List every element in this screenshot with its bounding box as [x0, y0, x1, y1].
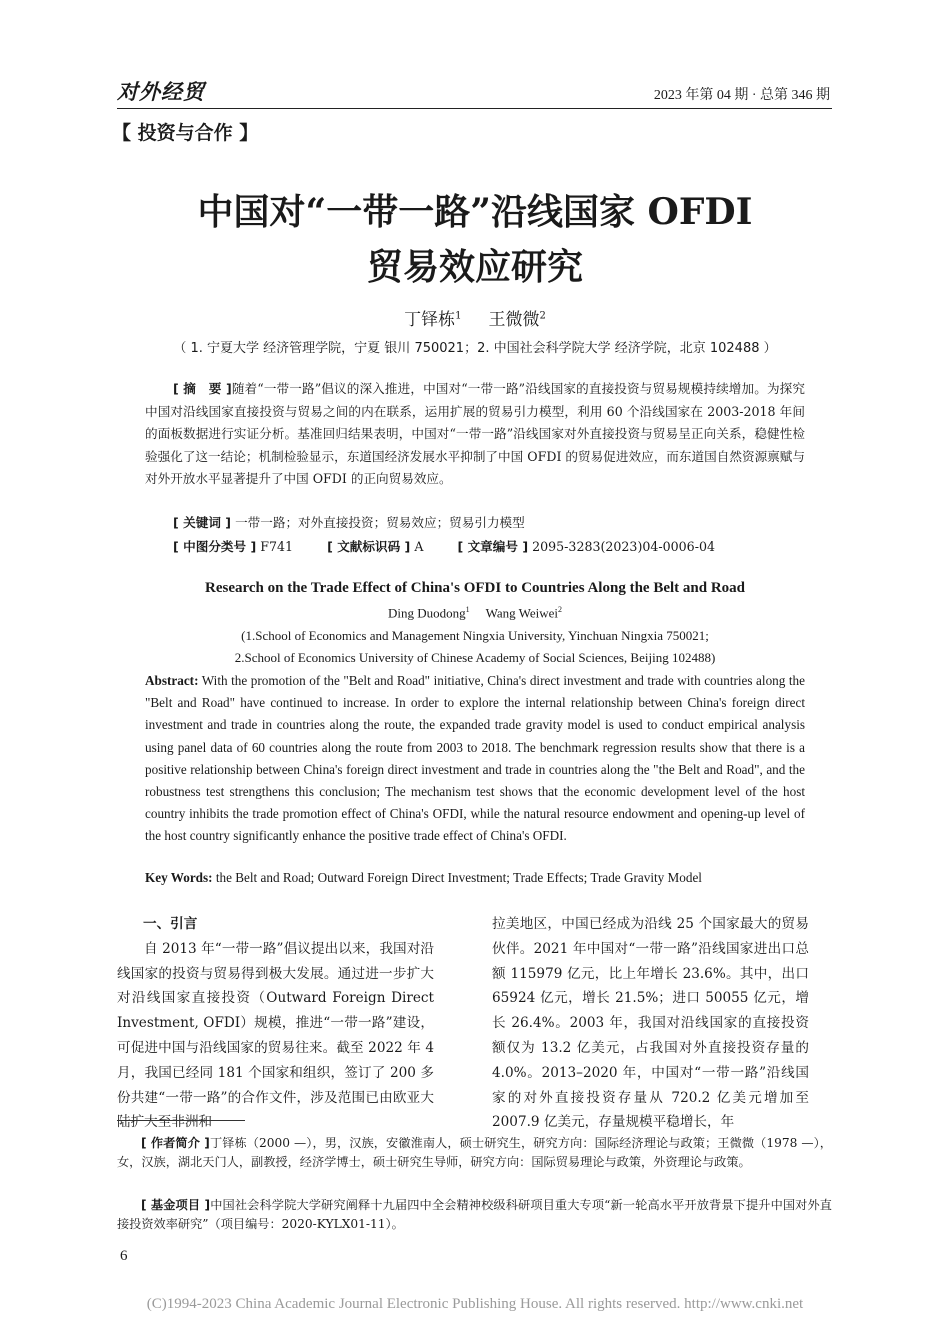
body-paragraph-left: 自 2013 年“一带一路”倡议提出以来，我国对沿线国家的投资与贸易得到极大发展。通过进一步扩大对沿线国家直接投资（Outward Foreign Direct Investment, OFDI）规模，推进“一带一路”建设，可促进中国与沿线国家的贸易往来。截至 2022 年 4 月，我国已经同 181 个国家和组织，签订了 200 多份共建“一带一路”的合作文件，涉及范围已由欧亚大陆扩大至非洲和 [117, 940, 434, 1131]
author-2-sup: 2 [539, 310, 546, 322]
footnote-fund-label: [ 基金项目 ] [141, 1198, 211, 1212]
journal-logo: 对外经贸 [117, 79, 205, 104]
page-number: 6 [120, 1248, 128, 1264]
clc-value: F741 [260, 539, 294, 554]
author-1: 丁铎栋 [404, 310, 456, 330]
section-tag: 【 投资与合作 】 [112, 122, 259, 144]
author-2: 王微微 [488, 310, 540, 330]
keywords-zh-label: [ 关键词 ] [173, 515, 232, 530]
body-paragraph-right: 拉美地区，中国已经成为沿线 25 个国家最大的贸易伙伴。2021 年中国对“一带一路”沿线国家进出口总额 115979 亿元，比上年增长 23.6%。其中，出口 65924 亿元，增长 21.5%；进口 50055 亿元，增长 26.4%。2003 年，我国对沿线国家的直接投资额仅为 13.2 亿美元，占我国对外直接投资存量的 4.0%。2013–2020 年，中国对“一带一路”沿线国家的对外直接投资存量从 720.2 亿美元增加至 2007.9 亿美元，存量规模平稳增长，年 [492, 916, 809, 1131]
footnote-rule [117, 1120, 245, 1121]
english-author-2: Wang Weiwei [485, 605, 559, 621]
english-author-1: Ding Duodong [387, 605, 466, 621]
footnote-fund [117, 1196, 832, 1234]
keywords-zh-text: 一带一路；对外直接投资；贸易效应；贸易引力模型 [235, 515, 525, 530]
header-rule [117, 108, 832, 109]
affiliation: （ 1. 宁夏大学 经济管理学院，宁夏 银川 750021；2. 中国社会科学院大学 经济学院，北京 102488 ） [173, 341, 777, 356]
footnote-author-info [117, 1134, 832, 1172]
abstract-zh-label: [ 摘 要 ] [173, 381, 232, 396]
article-no-label: [ 文章编号 ] [457, 539, 529, 554]
issue-info: 2023 年第 04 期 · 总第 346 期 [653, 88, 830, 103]
english-author-2-sup: 2 [558, 605, 563, 614]
body-column-right [492, 912, 809, 1135]
paper-title-line2: 贸易效应研究 [366, 246, 583, 288]
footnote-fund-text: 中国社会科学院大学研究阐释十九届四中全会精神校级科研项目重大专项“新一轮高水平开放背景下提升中国对外直接投资效率研究”（项目编号：2020-KYLX01-11）。 [117, 1198, 832, 1231]
keywords-zh [173, 512, 525, 531]
abstract-zh-text: 随着“一带一路”倡议的深入推进，中国对“一带一路”沿线国家的直接投资与贸易规模持续增加。为探究中国对沿线国家直接投资与贸易之间的内在联系，运用扩展的贸易引力模型，利用 60 个沿线国家在 2003-2018 年间的面板数据进行实证分析。基准回归结果表明，中国对“一带一路”沿线国家对外直接投资与贸易呈正向关系，稳健性检验强化了这一结论；机制检验显示，东道国经济发展水平抑制了中国 OFDI 的贸易促进效应，而东道国自然资源禀赋与对外开放水平显著提升了中国 OFDI 的正向贸易效应。 [145, 381, 805, 486]
doc-code-label: [ 文献标识码 ] [327, 539, 411, 554]
english-abstract-text: With the promotion of the "Belt and Road" initiative, China's direct investment and trade with countries along the "Belt and Road" have continued to increase. In order to explore the internal relationship between China's foreign direct investment and trade in countries along the route, the expanded trade gravity model is used to conduct empirical analysis using panel data of 60 countries along the route from 2003 to 2018. The benchmark regression results show that there is a positive relationship between China's foreign direct investment and trade in countries along the "the Belt and Road", and the robustness test strengthens this conclusion; The mechanism test shows that the economic development level of the host country inhibits the trade promotion effect of China's OFDI, while the natural resource endowment and opening-up level of the host country significantly enhance the positive trade effect of China's OFDI. [145, 673, 805, 844]
english-title: Research on the Trade Effect of China's OFDI to Countries Along the Belt and Road [205, 580, 745, 596]
english-keywords-text: the Belt and Road; Outward Foreign Direct Investment; Trade Effects; Trade Gravity Model [212, 870, 702, 885]
copyright-line: (C)1994-2023 China Academic Journal Electronic Publishing House. All rights reserved. http://www.cnki.net [146, 1296, 804, 1312]
paper-title-line1: 中国对“一带一路”沿线国家 OFDI [197, 191, 753, 233]
footnote-author-label: [ 作者简介 ] [141, 1136, 210, 1150]
clc-label: [ 中图分类号 ] [173, 539, 257, 554]
english-affiliation-1: (1.School of Economics and Management Ningxia University, Yinchuan Ningxia 750021; [241, 628, 709, 643]
english-abstract [145, 670, 805, 848]
english-author-1-sup: 1 [465, 605, 470, 614]
english-affiliation-2: 2.School of Economics University of Chinese Academy of Social Sciences, Beijing 102488) [234, 650, 716, 665]
classification-row [173, 536, 813, 555]
doc-code-value: A [414, 539, 424, 554]
author-1-sup: 1 [455, 310, 462, 322]
authors [0, 305, 950, 330]
english-keywords-label: Key Words: [145, 870, 213, 885]
body-column-left [117, 912, 434, 1135]
section-heading: 一、引言 [143, 916, 198, 932]
english-abstract-label: Abstract: [145, 673, 199, 688]
footnote-author-text: 丁铎栋（2000 —），男，汉族，安徽淮南人，硕士研究生，研究方向：国际经济理论与政策；王微微（1978 —），女，汉族，湖北天门人，副教授，经济学博士，硕士研究生导师，研究方向：国际贸易理论与政策，外资理论与政策。 [117, 1136, 832, 1169]
article-no-value: 2095-3283(2023)04-0006-04 [532, 539, 715, 554]
english-keywords [145, 870, 825, 886]
abstract-zh [145, 378, 805, 491]
english-authors [0, 605, 950, 621]
